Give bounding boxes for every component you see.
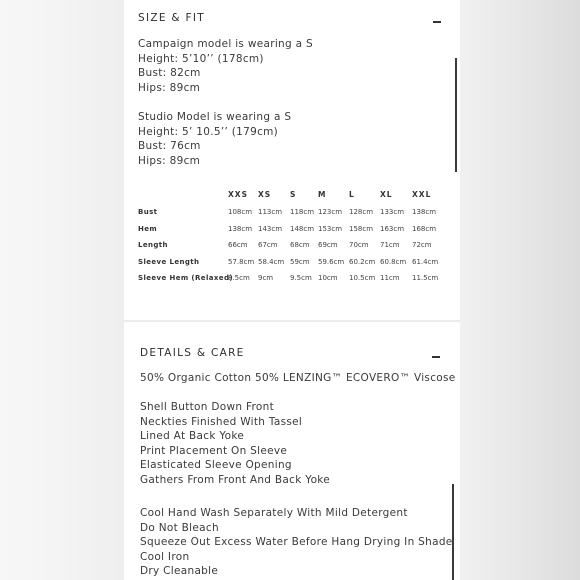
table-cell: 163cm bbox=[380, 224, 405, 233]
list-item: Cool Iron bbox=[140, 550, 190, 563]
background-left bbox=[0, 0, 124, 580]
table-cell: 158cm bbox=[349, 224, 374, 233]
table-cell: 60.8cm bbox=[380, 257, 407, 266]
row-label-sleeve-hem: Sleeve Hem (Relaxed) bbox=[138, 273, 233, 282]
list-item: Neckties Finished With Tassel bbox=[140, 415, 303, 428]
studio-hips-line: Hips: 89cm bbox=[138, 154, 201, 167]
list-item: Shell Button Down Front bbox=[140, 401, 275, 413]
table-cell: 59.6cm bbox=[318, 257, 345, 266]
list-item: Cool Hand Wash Separately With Mild Detergent bbox=[140, 507, 408, 519]
size-fit-scrollbar[interactable] bbox=[455, 58, 457, 172]
size-header-m: M bbox=[318, 190, 327, 199]
studio-model-info bbox=[138, 110, 291, 168]
table-cell: 70cm bbox=[349, 241, 369, 250]
studio-model-line: Studio Model is wearing a S bbox=[138, 111, 292, 123]
table-cell: 58.4cm bbox=[258, 257, 285, 266]
size-header-l: L bbox=[349, 190, 355, 199]
table-cell: 138cm bbox=[412, 208, 437, 217]
table-cell: 71cm bbox=[380, 241, 400, 250]
list-item: Squeeze Out Excess Water Before Hang Drying In Shade bbox=[140, 536, 453, 549]
campaign-height-line: Height: 5’10’’ (178cm) bbox=[138, 52, 264, 65]
list-item: Gathers From Front And Back Yoke bbox=[140, 473, 331, 486]
row-label-hem: Hem bbox=[138, 224, 158, 233]
table-cell: 59cm bbox=[290, 257, 310, 266]
campaign-bust-line: Bust: 82cm bbox=[138, 67, 201, 80]
row-label-sleeve-length: Sleeve Length bbox=[138, 257, 200, 266]
material-info bbox=[140, 371, 456, 386]
details-care-collapse-icon[interactable] bbox=[432, 356, 440, 358]
table-cell: 153cm bbox=[318, 224, 343, 233]
table-cell: 113cm bbox=[258, 208, 283, 217]
row-label-length: Length bbox=[138, 241, 168, 250]
table-cell: 61.4cm bbox=[412, 257, 439, 266]
size-fit-title: SIZE & FIT bbox=[138, 12, 206, 24]
table-cell: 10.5cm bbox=[349, 273, 376, 282]
table-cell: 118cm bbox=[290, 208, 315, 217]
table-cell: 67cm bbox=[258, 241, 278, 250]
size-fit-collapse-icon[interactable] bbox=[433, 21, 441, 23]
table-cell: 57.8cm bbox=[228, 257, 255, 266]
row-label-bust: Bust bbox=[138, 208, 158, 217]
list-item: Print Placement On Sleeve bbox=[140, 444, 288, 457]
table-cell: 11cm bbox=[380, 273, 400, 282]
table-cell: 133cm bbox=[380, 208, 405, 217]
table-cell: 9cm bbox=[258, 273, 274, 282]
table-cell: 11.5cm bbox=[412, 273, 439, 282]
list-item: Dry Cleanable bbox=[140, 565, 219, 578]
table-cell: 68cm bbox=[290, 241, 310, 250]
table-cell: 123cm bbox=[318, 208, 343, 217]
table-cell: 9.5cm bbox=[290, 273, 312, 282]
list-item: Do Not Bleach bbox=[140, 521, 219, 534]
list-item: Lined At Back Yoke bbox=[140, 430, 245, 443]
table-cell: 128cm bbox=[349, 208, 374, 217]
features-list bbox=[140, 400, 330, 488]
care-list bbox=[140, 506, 453, 579]
table-cell: 108cm bbox=[228, 208, 253, 217]
details-care-title: DETAILS & CARE bbox=[140, 347, 245, 359]
background-right bbox=[460, 0, 580, 580]
table-cell: 168cm bbox=[412, 224, 437, 233]
studio-bust-line: Bust: 76cm bbox=[138, 140, 201, 153]
table-cell: 10cm bbox=[318, 273, 338, 282]
size-header-xxl: XXL bbox=[412, 190, 432, 199]
list-item: Elasticated Sleeve Opening bbox=[140, 459, 292, 472]
campaign-model-line: Campaign model is wearing a S bbox=[138, 38, 313, 50]
table-cell: 138cm bbox=[228, 224, 253, 233]
size-header-s: S bbox=[290, 190, 297, 199]
campaign-hips-line: Hips: 89cm bbox=[138, 81, 201, 94]
size-header-xl: XL bbox=[380, 190, 393, 199]
table-cell: 66cm bbox=[228, 241, 248, 250]
table-cell: 60.2cm bbox=[349, 257, 376, 266]
table-cell: 69cm bbox=[318, 241, 338, 250]
table-cell: 143cm bbox=[258, 224, 283, 233]
studio-height-line: Height: 5’ 10.5’’ (179cm) bbox=[138, 125, 279, 138]
campaign-model-info bbox=[138, 37, 313, 95]
size-header-xs: XS bbox=[258, 190, 272, 199]
material-line: 50% Organic Cotton 50% LENZING™ ECOVERO™ Viscose bbox=[140, 372, 456, 384]
table-cell: 148cm bbox=[290, 224, 315, 233]
table-cell: 8.5cm bbox=[228, 273, 250, 282]
table-cell: 72cm bbox=[412, 241, 432, 250]
size-header-xxs: XXS bbox=[228, 190, 248, 199]
